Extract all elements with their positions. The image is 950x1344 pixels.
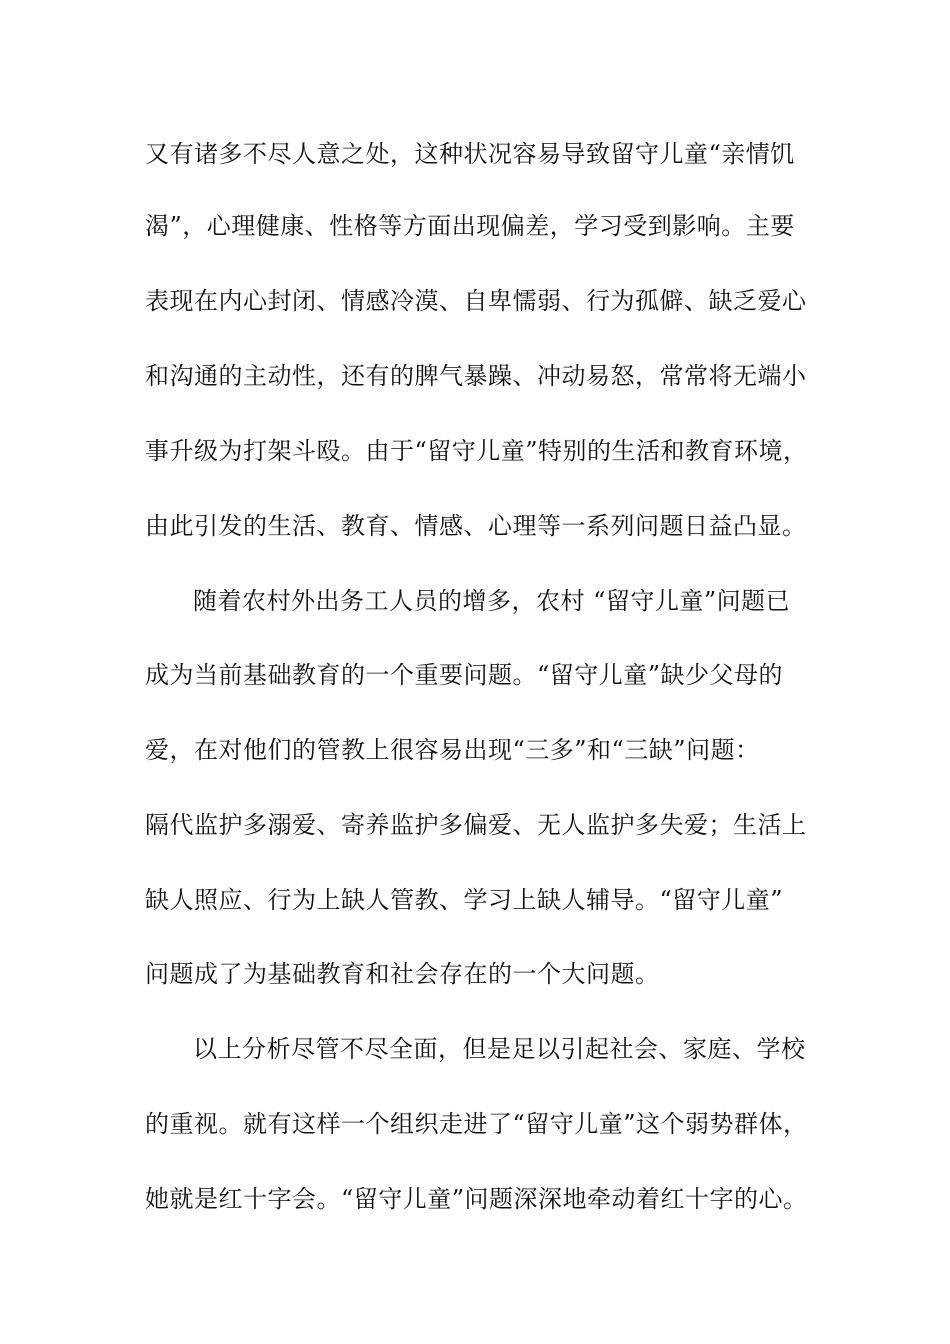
paragraph-1-line-3: 表现在内心封闭、情感冷漠、自卑懦弱、行为孤僻、缺乏爱心 bbox=[145, 287, 807, 315]
paragraph-1-line-4: 和沟通的主动性，还有的脾气暴躁、冲动易怒，常常将无端小 bbox=[145, 362, 807, 390]
paragraph-2-line-6: 问题成了为基础教育和社会存在的一个大问题。 bbox=[145, 960, 660, 988]
paragraph-2-line-5: 缺人照应、行为上缺人管教、学习上缺人辅导。“留守儿童” bbox=[145, 886, 784, 914]
paragraph-1-line-2: 渴”，心理健康、性格等方面出现偏差，学习受到影响。主要 bbox=[145, 212, 795, 240]
paragraph-2-line-3: 爱，在对他们的管教上很容易出现“三多”和“三缺”问题： bbox=[145, 736, 760, 764]
paragraph-3-line-1: 以上分析尽管不尽全面，但是足以引起社会、家庭、学校 bbox=[193, 1035, 806, 1063]
paragraph-1-line-5: 事升级为打架斗殴。由于“留守儿童”特别的生活和教育环境， bbox=[145, 437, 808, 465]
paragraph-2-line-2: 成为当前基础教育的一个重要问题。“留守儿童”缺少父母的 bbox=[145, 661, 784, 689]
paragraph-1-line-1: 又有诸多不尽人意之处，这种状况容易导致留守儿童“亲情饥 bbox=[145, 140, 795, 168]
paragraph-1-line-6: 由此引发的生活、教育、情感、心理等一系列问题日益凸显。 bbox=[145, 512, 807, 540]
paragraph-3-line-3: 她就是红十字会。“留守儿童”问题深深地牵动着红十字的心。 bbox=[145, 1185, 808, 1213]
paragraph-2-line-4: 隔代监护多溺爱、寄养监护多偏爱、无人监护多失爱；生活上 bbox=[145, 811, 807, 839]
paragraph-3-line-2: 的重视。就有这样一个组织走进了“留守儿童”这个弱势群体， bbox=[145, 1110, 808, 1138]
paragraph-2-line-1: 随着农村外出务工人员的增多，农村 “留守儿童”问题已 bbox=[193, 587, 791, 615]
